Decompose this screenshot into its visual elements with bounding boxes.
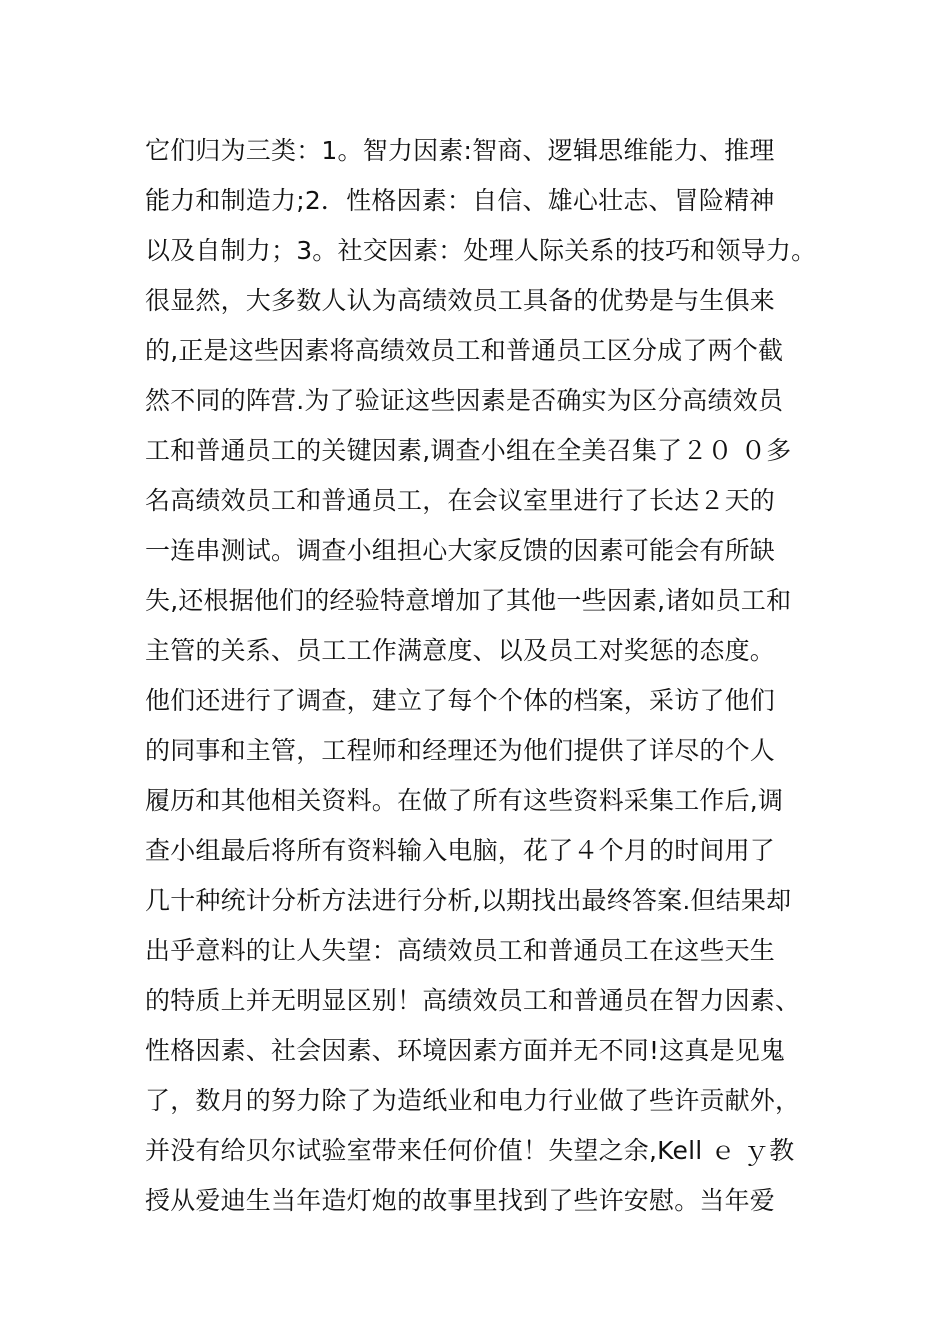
text-line: 的同事和主管，工程师和经理还为他们提供了详尽的个人 [145, 736, 776, 765]
text-line: 名高绩效员工和普通员工，在会议室里进行了长达２天的 [145, 486, 776, 515]
text-line: 了，数月的努力除了为造纸业和电力行业做了些许贡献外， [145, 1086, 801, 1115]
body-text [145, 126, 845, 1226]
text-line: 的特质上并无明显区别！高绩效员工和普通员在智力因素、 [145, 986, 801, 1015]
text-line: 然不同的阵营.为了验证这些因素是否确实为区分高绩效员 [145, 386, 784, 415]
text-line: 失,还根据他们的经验特意增加了其他一些因素,诸如员工和 [145, 586, 792, 615]
text-line: 出乎意料的让人失望：高绩效员工和普通员工在这些天生 [145, 936, 776, 965]
text-line: 主管的关系、员工工作满意度、以及员工对奖惩的态度。 [145, 636, 776, 665]
text-line: 工和普通员工的关键因素,调查小组在全美召集了２０ ０多 [145, 436, 792, 465]
text-line: 一连串测试。调查小组担心大家反馈的因素可能会有所缺 [145, 536, 776, 565]
text-line: 并没有给贝尔试验室带来任何价值！失望之余,Kell ｅ ｙ教 [145, 1136, 795, 1165]
text-line: 性格因素、社会因素、环境因素方面并无不同!这真是见鬼 [145, 1036, 786, 1065]
text-line: 履历和其他相关资料。在做了所有这些资料采集工作后,调 [145, 786, 784, 815]
text-line: 能力和制造力;2．性格因素：自信、雄心壮志、冒险精神 [145, 186, 775, 215]
text-line: 以及自制力；3。社交因素：处理人际关系的技巧和领导力。 [145, 236, 817, 265]
text-line: 查小组最后将所有资料输入电脑，花了４个月的时间用了 [145, 836, 776, 865]
text-line: 的,正是这些因素将高绩效员工和普通员工区分成了两个截 [145, 336, 784, 365]
text-line: 很显然，大多数人认为高绩效员工具备的优势是与生俱来 [145, 286, 776, 315]
text-line: 它们归为三类：1。智力因素:智商、逻辑思维能力、推理 [145, 136, 775, 165]
text-line: 他们还进行了调查，建立了每个个体的档案，采访了他们 [145, 686, 776, 715]
text-line: 授从爱迪生当年造灯炮的故事里找到了些许安慰。当年爱 [145, 1186, 776, 1215]
text-line: 几十种统计分析方法进行分析,以期找出最终答案.但结果却 [145, 886, 792, 915]
